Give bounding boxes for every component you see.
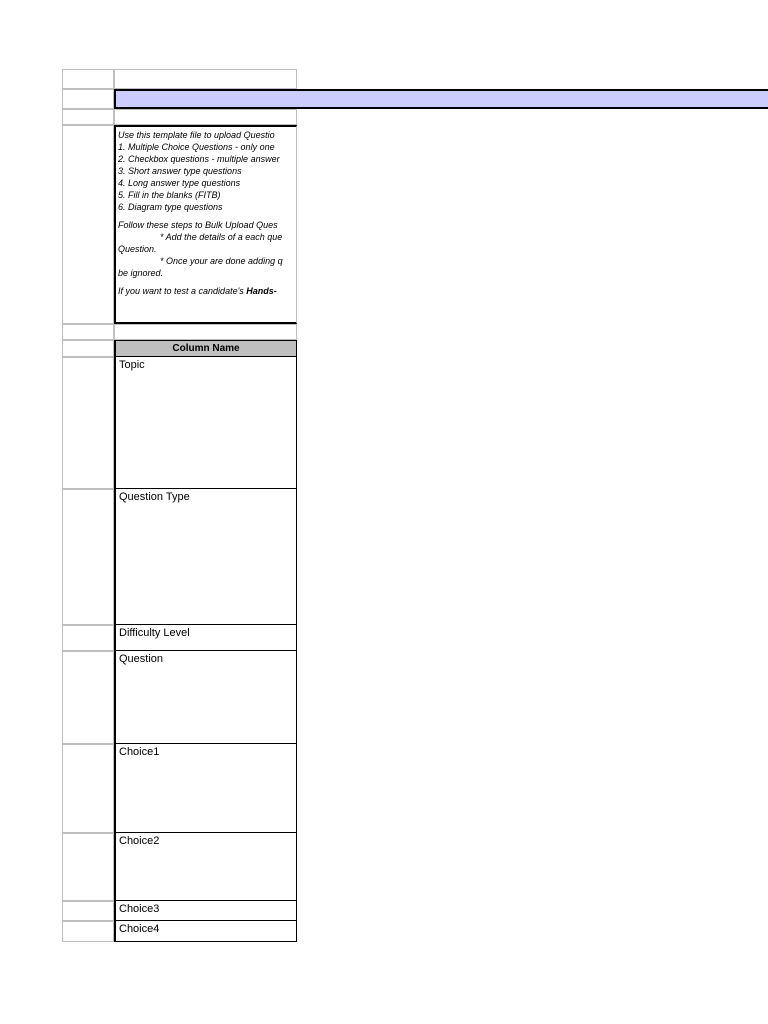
instruction-text: If you want to test a candidate's — [118, 286, 247, 296]
choice2-cell[interactable]: Choice2 — [114, 833, 297, 901]
empty-cell[interactable] — [114, 69, 297, 89]
row-header[interactable] — [62, 901, 114, 921]
row-header[interactable] — [62, 357, 114, 489]
topic-cell[interactable]: Topic — [114, 357, 297, 489]
instruction-line: 4. Long answer type questions — [118, 178, 241, 188]
instruction-bold-text: Hands- — [246, 286, 277, 296]
instruction-line: 2. Checkbox questions - multiple answer — [118, 154, 280, 164]
instruction-line: 1. Multiple Choice Questions - only one — [118, 142, 275, 152]
choice1-cell[interactable]: Choice1 — [114, 744, 297, 833]
row-header[interactable] — [62, 340, 114, 357]
row-header[interactable] — [62, 921, 114, 942]
row-header[interactable] — [62, 744, 114, 833]
instruction-line: Use this template file to upload Questio — [118, 130, 275, 140]
instructions-cell[interactable] — [114, 125, 297, 324]
row-header[interactable] — [62, 489, 114, 625]
column-name-header[interactable]: Column Name — [114, 340, 297, 357]
choice4-cell[interactable]: Choice4 — [114, 921, 297, 942]
instruction-line: 6. Diagram type questions — [118, 202, 223, 212]
empty-cell[interactable] — [114, 109, 297, 125]
title-banner[interactable] — [114, 89, 768, 109]
instruction-line — [118, 285, 296, 297]
instruction-line: * Add the details of a each que — [160, 232, 283, 242]
row-header[interactable] — [62, 125, 114, 324]
instruction-line: be ignored. — [118, 268, 164, 278]
row-header[interactable] — [62, 109, 114, 125]
instruction-line: * Once your are done adding q — [160, 256, 283, 266]
instruction-line: 3. Short answer type questions — [118, 166, 242, 176]
instruction-line: Question. — [118, 244, 157, 254]
row-header[interactable] — [62, 625, 114, 651]
instruction-line: 5. Fill in the blanks (FITB) — [118, 190, 221, 200]
question-type-cell[interactable]: Question Type — [114, 489, 297, 625]
row-header[interactable] — [62, 833, 114, 901]
difficulty-level-cell[interactable]: Difficulty Level — [114, 625, 297, 651]
empty-cell[interactable] — [114, 324, 297, 340]
choice3-cell[interactable]: Choice3 — [114, 901, 297, 921]
row-header[interactable] — [62, 89, 114, 109]
row-header[interactable] — [62, 324, 114, 340]
row-header[interactable] — [62, 651, 114, 744]
question-cell[interactable]: Question — [114, 651, 297, 744]
instruction-line: Follow these steps to Bulk Upload Ques — [118, 220, 278, 230]
row-header[interactable] — [62, 69, 114, 89]
